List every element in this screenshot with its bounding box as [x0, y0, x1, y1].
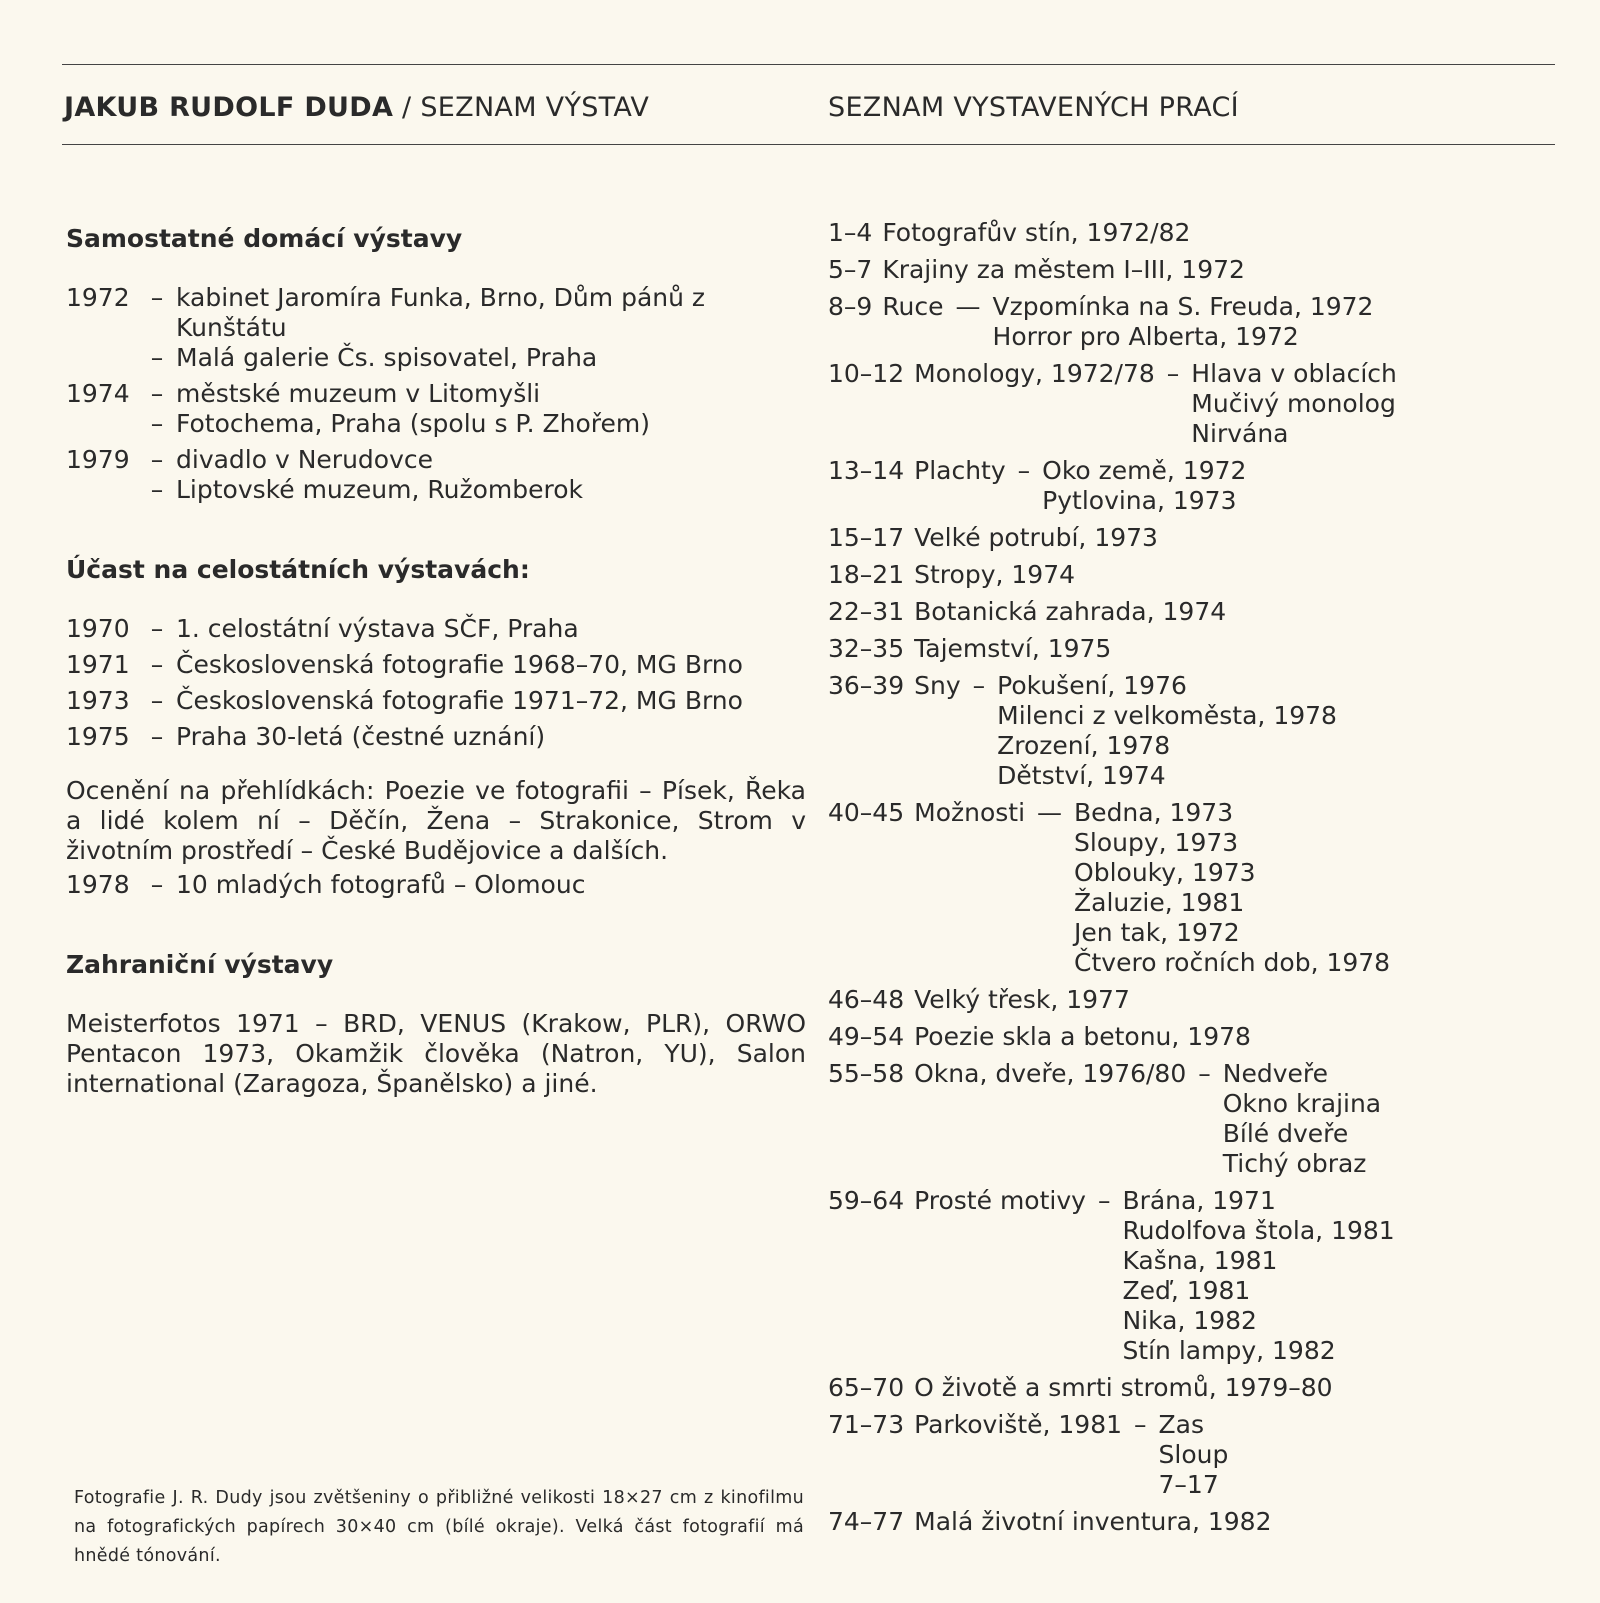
work-subtitle: Nika, 1982 — [1122, 1306, 1257, 1335]
solo-heading: Samostatné domácí výstavy — [66, 224, 463, 253]
work-number: 32–35 — [828, 634, 905, 663]
work-title: Malá životní inventura, 1982 — [914, 1507, 1272, 1536]
work-item — [828, 359, 1558, 449]
header-separator: / — [393, 92, 421, 123]
entry-text: Československá fotografie 1971–72, MG Brno — [176, 686, 743, 715]
work-title: Stropy, 1974 — [914, 560, 1076, 589]
awards-paragraph: Ocenění na přehlídkách: Poezie ve fotografii – Písek, Řeka a lidé kolem ní – Děčín, Žena – Strakonice, Strom v životním prostředí – České Budějovice a dalších. — [66, 776, 806, 865]
work-subtitle: Žaluzie, 1981 — [1074, 888, 1245, 917]
work-subtitle: Oko země, 1972 — [1042, 456, 1247, 485]
exhibitions-title: SEZNAM VÝSTAV — [420, 92, 650, 123]
entry-text: 10 mladých fotografů – Olomouc — [176, 870, 586, 899]
work-subtitles — [1074, 798, 1390, 978]
list-item — [66, 650, 806, 680]
work-subtitles — [1159, 1410, 1229, 1500]
work-title: O životě a smrti stromů, 1979–80 — [914, 1373, 1333, 1402]
list-item — [66, 445, 806, 475]
national-heading: Účast na celostátních výstavách: — [66, 555, 530, 584]
work-title: Plachty — [914, 456, 1006, 485]
work-separator: — — [1037, 798, 1063, 827]
work-title: Ruce — [882, 292, 944, 321]
national-list — [66, 614, 806, 752]
work-subtitle: Okno krajina — [1222, 1089, 1382, 1118]
author-name: JAKUB RUDOLF DUDA — [64, 92, 394, 123]
work-subtitles — [1223, 1059, 1381, 1179]
work-title: Parkoviště, 1981 — [914, 1410, 1123, 1439]
solo-list — [66, 283, 806, 505]
work-subtitle: Nirvána — [1191, 419, 1289, 448]
work-separator: – — [1198, 1059, 1211, 1088]
work-number: 74–77 — [828, 1507, 905, 1536]
entry-text: Liptovské muzeum, Ružomberok — [176, 475, 583, 504]
work-item — [828, 1507, 1558, 1537]
work-subtitles — [993, 292, 1374, 352]
work-subtitle: Nedveře — [1222, 1059, 1328, 1088]
work-subtitle: Zeď, 1981 — [1122, 1276, 1251, 1305]
work-title: Možnosti — [914, 798, 1026, 827]
work-subtitle: Kašna, 1981 — [1122, 1246, 1278, 1275]
work-subtitle: Sloupy, 1973 — [1074, 828, 1239, 857]
entry-year: 1973 — [66, 686, 130, 715]
entry-year — [66, 409, 138, 439]
work-number: 10–12 — [828, 359, 905, 388]
work-subtitles — [997, 671, 1337, 791]
work-subtitle: Hlava v oblacích — [1191, 359, 1397, 388]
work-subtitle: Dětství, 1974 — [997, 761, 1166, 790]
work-title: Okna, dveře, 1976/80 — [914, 1059, 1187, 1088]
work-subtitle: Bedna, 1973 — [1074, 798, 1234, 827]
entry-dash: – — [150, 650, 164, 679]
exhibitions-column — [66, 224, 806, 1099]
work-title: Botanická zahrada, 1974 — [914, 597, 1227, 626]
work-item — [828, 1022, 1558, 1052]
work-title: Prosté motivy — [914, 1186, 1086, 1215]
header-left — [64, 92, 649, 123]
entry-dash: – — [150, 722, 164, 751]
work-separator: – — [1017, 456, 1031, 485]
work-subtitle: Zas — [1158, 1410, 1205, 1439]
work-number: 5–7 — [828, 255, 873, 284]
header-top-rule — [62, 64, 1555, 65]
entry-text: kabinet Jaromíra Funka, Brno, Dům pánů z Kunštátu — [176, 283, 706, 342]
work-separator: – — [1166, 359, 1180, 388]
entry-text: Malá galerie Čs. spisovatel, Praha — [176, 343, 598, 372]
entry-text: 1. celostátní výstava SČF, Praha — [176, 614, 579, 643]
work-item — [828, 523, 1558, 553]
footnote: Fotografie J. R. Dudy jsou zvětšeniny o přibližné velikosti 18×27 cm z kinofilmu na fotografických papírech 30×40 cm (bílé okraje). Velká část fotografií má hnědé tónování. — [74, 1488, 804, 1566]
entry-dash: – — [150, 343, 164, 372]
work-separator: – — [1097, 1186, 1111, 1215]
work-item — [828, 255, 1558, 285]
work-subtitle: Stín lampy, 1982 — [1122, 1336, 1336, 1365]
list-item — [66, 475, 806, 505]
work-subtitle: Brána, 1971 — [1122, 1186, 1276, 1215]
work-number: 71–73 — [828, 1410, 905, 1439]
work-number: 36–39 — [828, 671, 905, 700]
work-number: 46–48 — [828, 985, 905, 1014]
work-subtitles — [1191, 359, 1397, 449]
work-number: 13–14 — [828, 456, 905, 485]
list-item — [66, 343, 806, 373]
work-title: Velké potrubí, 1973 — [914, 523, 1158, 552]
work-item — [828, 798, 1558, 978]
work-number: 1–4 — [828, 218, 873, 247]
work-item — [828, 560, 1558, 590]
work-item — [828, 1186, 1558, 1366]
entry-dash: – — [150, 445, 164, 474]
entry-dash: – — [150, 614, 164, 643]
entry-dash: – — [150, 686, 164, 715]
entry-text: divadlo v Nerudovce — [176, 445, 434, 474]
work-subtitle: Mučivý monolog — [1191, 389, 1396, 418]
entry-dash: – — [150, 409, 164, 438]
entry-text: Československá fotografie 1968–70, MG Brno — [176, 650, 743, 679]
work-title: Krajiny za městem I–III, 1972 — [882, 255, 1245, 284]
work-subtitles — [1042, 456, 1246, 516]
work-number: 59–64 — [828, 1186, 905, 1215]
work-number: 18–21 — [828, 560, 905, 589]
work-subtitle: Rudolfova štola, 1981 — [1122, 1216, 1395, 1245]
list-item — [66, 614, 806, 644]
work-item — [828, 456, 1558, 516]
work-subtitle: Čtvero ročních dob, 1978 — [1074, 948, 1391, 977]
work-number: 15–17 — [828, 523, 905, 552]
work-number: 40–45 — [828, 798, 905, 827]
work-item — [828, 1410, 1558, 1500]
foreign-heading: Zahraniční výstavy — [66, 950, 334, 979]
works-list — [828, 218, 1558, 1537]
work-title: Fotografův stín, 1972/82 — [882, 218, 1191, 247]
work-item — [828, 671, 1558, 791]
work-item — [828, 1059, 1558, 1179]
work-number: 49–54 — [828, 1022, 905, 1051]
work-title: Sny — [914, 671, 961, 700]
work-subtitle: Oblouky, 1973 — [1074, 858, 1256, 887]
work-subtitle: Milenci z velkoměsta, 1978 — [997, 701, 1337, 730]
work-item — [828, 1373, 1558, 1403]
entry-year: 1972 — [66, 283, 130, 312]
work-title: Velký třesk, 1977 — [914, 985, 1130, 1014]
entry-year: 1974 — [66, 379, 130, 408]
list-item — [66, 283, 806, 343]
entry-year: 1970 — [66, 614, 130, 643]
entry-year — [66, 475, 138, 505]
work-item — [828, 985, 1558, 1015]
header-bottom-rule — [62, 144, 1555, 145]
work-subtitles — [1122, 1186, 1394, 1366]
work-subtitle: Sloup — [1158, 1440, 1229, 1469]
list-item — [66, 722, 806, 752]
work-separator: – — [1134, 1410, 1147, 1439]
entry-dash: – — [150, 870, 164, 899]
work-title: Poezie skla a betonu, 1978 — [914, 1022, 1251, 1051]
work-separator: – — [972, 671, 986, 700]
work-item — [828, 597, 1558, 627]
work-subtitle: Jen tak, 1972 — [1074, 918, 1240, 947]
entry-text: Praha 30-letá (čestné uznání) — [176, 722, 546, 751]
work-item — [828, 634, 1558, 664]
work-number: 55–58 — [828, 1059, 905, 1088]
list-item — [66, 870, 806, 900]
entry-year: 1978 — [66, 870, 130, 899]
entry-year: 1979 — [66, 445, 130, 474]
entry-year — [66, 343, 138, 373]
work-item — [828, 292, 1558, 352]
entry-dash: – — [150, 379, 164, 408]
entry-year: 1975 — [66, 722, 130, 751]
entry-dash: – — [150, 283, 164, 312]
works-title: SEZNAM VYSTAVENÝCH PRACÍ — [828, 92, 1239, 123]
work-title: Tajemství, 1975 — [914, 634, 1112, 663]
work-number: 65–70 — [828, 1373, 905, 1402]
work-subtitle: Pytlovina, 1973 — [1042, 486, 1237, 515]
entry-year: 1971 — [66, 650, 130, 679]
entry-text: Fotochema, Praha (spolu s P. Zhořem) — [176, 409, 650, 438]
list-item — [66, 686, 806, 716]
work-subtitle: 7–17 — [1158, 1470, 1219, 1499]
work-subtitle: Horror pro Alberta, 1972 — [992, 322, 1299, 351]
work-separator: — — [955, 292, 981, 321]
foreign-paragraph: Meisterfotos 1971 – BRD, VENUS (Krakow, PLR), ORWO Pentacon 1973, Okamžik člověka (Natron, YU), Salon international (Zaragoza, Španělsko) a jiné. — [66, 1009, 806, 1098]
work-item — [828, 218, 1558, 248]
list-item — [66, 379, 806, 409]
entry-text: městské muzeum v Litomyšli — [176, 379, 541, 408]
work-subtitle: Vzpomínka na S. Freuda, 1972 — [992, 292, 1374, 321]
work-subtitle: Zrození, 1978 — [997, 731, 1171, 760]
entry-dash: – — [150, 475, 164, 504]
work-number: 8–9 — [828, 292, 873, 321]
work-subtitle: Pokušení, 1976 — [997, 671, 1187, 700]
work-number: 22–31 — [828, 597, 905, 626]
work-title: Monology, 1972/78 — [914, 359, 1155, 388]
work-subtitle: Bílé dveře — [1222, 1119, 1349, 1148]
work-subtitle: Tichý obraz — [1222, 1149, 1367, 1178]
list-item — [66, 409, 806, 439]
